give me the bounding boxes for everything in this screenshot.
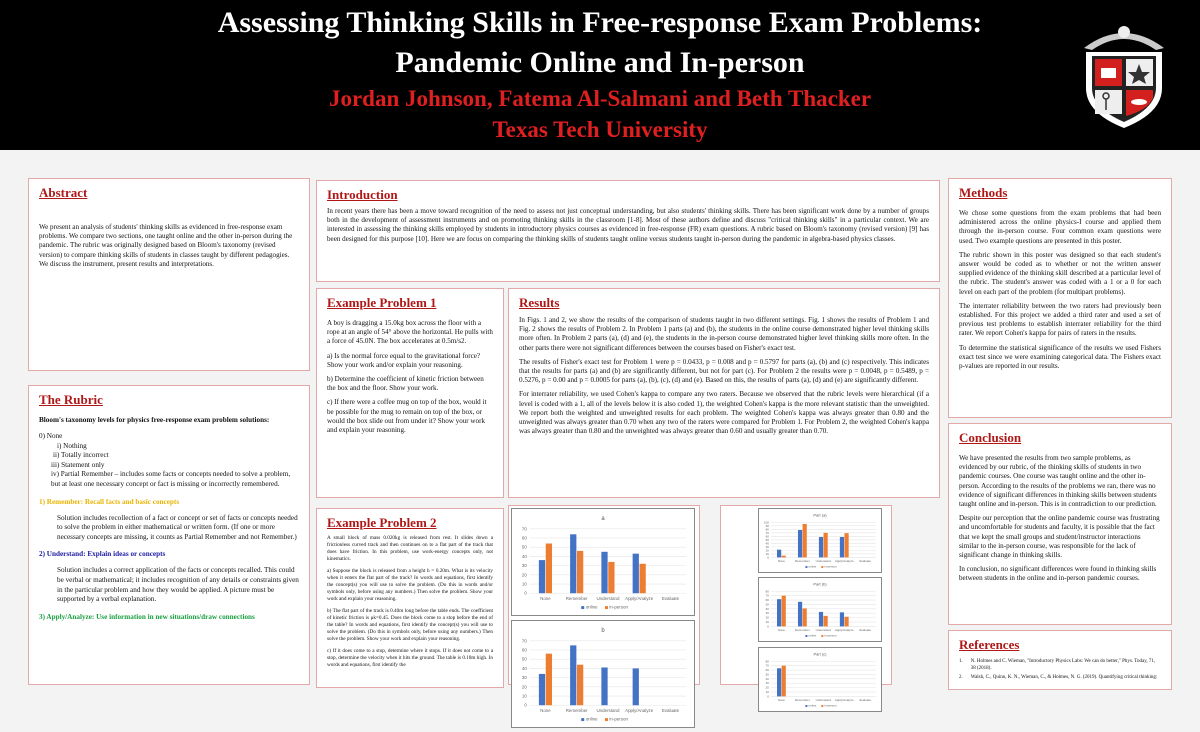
chart-a [511, 508, 695, 616]
chart-svg [512, 509, 694, 615]
legend-label: online [808, 703, 817, 708]
problem-text: A boy is dragging a 15.0kg box across the floor with a rope at an angle of 54° above the horizontal. He pulls with a force of 45.0N. The box accelerates at 0.5m/s2. [327, 319, 493, 346]
bar-in-person [824, 616, 828, 627]
chart-title: a [601, 515, 605, 522]
problem-part-c: c) If there were a coffee mug on top of the box, would it be possible for the mug to remain on top of the box, or would the box slide out from under it? Show your work and explain your reasoning. [327, 398, 487, 435]
y-tick-label: 10 [521, 581, 527, 587]
x-tick-label: Apply/Analyze [834, 628, 854, 633]
problem-part-a: a) Is the normal force equal to the gravitational force? Show your work and/or explain your reasoning. [327, 351, 481, 369]
x-tick-label: Understand [815, 698, 831, 703]
legend-swatch [821, 635, 823, 637]
rubric-level-3: 3) Apply/Analyze: Use information in new situations/draw connections [39, 612, 255, 621]
legend-label: in-person [609, 604, 628, 610]
x-tick-label: Evaluate [661, 596, 680, 602]
legend-label: online [808, 564, 817, 569]
reference-item [959, 674, 1161, 681]
y-tick-label: 20 [765, 615, 769, 620]
results-heading: Results [519, 295, 560, 310]
bar-online [633, 554, 639, 594]
x-tick-label: Apply/Analyze [834, 559, 854, 564]
bar-online [570, 534, 576, 593]
x-tick-label: Evaluate [859, 628, 872, 633]
x-tick-label: Remember [795, 559, 810, 564]
chart-b [511, 620, 695, 728]
results-paragraph: For interrater reliability, we used Cohen's kappa to compare any two raters. Because we observed that the rubric levels were hierarchical (if a level is coded with a 1, all of the levels below it is also coded 1), the weighted Cohen's kappa is the more relevant statistic than the unweighted. We report both the weighted and unweighted results for each problem. The weighted Cohen's kappa was always greater than 0.80 and the unweighted was always greater than 0.70 when any two of the raters were compared for Problem 1. For Problem 2, the weighted Cohen's kappa was always greater than 0.80 and the unweighted was always greater than 0.60 and usually greater than 0.70. [519, 390, 929, 436]
problem-text: A small block of mass 0.020kg is released from rest. It slides down a frictionless curved track and then continues on to a flat part of the track that does have friction. In this problem, use work-energy concepts only, not kinematics. [327, 535, 493, 562]
legend-swatch [605, 606, 608, 609]
chart-svg [512, 621, 694, 727]
x-tick-label: Apply/Analyze [625, 596, 654, 602]
conclusion-paragraph: In conclusion, no significant differences were found in thinking skills between students in the online and in-person pandemic courses. [959, 565, 1157, 583]
y-tick-label: 30 [765, 544, 769, 549]
rubric-item: iii) Statement only [51, 460, 105, 469]
legend-swatch [605, 718, 608, 721]
y-tick-label: 80 [765, 527, 769, 532]
bar-in-person [577, 665, 583, 706]
y-tick-label: 10 [765, 620, 769, 625]
y-tick-label: 100 [763, 520, 769, 525]
bar-in-person [608, 562, 614, 593]
legend-swatch [805, 635, 807, 637]
bar-online [798, 530, 802, 557]
example-problem-2-heading: Example Problem 2 [327, 515, 437, 530]
methods-paragraph: To determine the statistical significance of the results we used Fishers exact test since we were examining categorical data. The Fishers exact p-values are reported in our results. [959, 343, 1161, 371]
rubric-level-1-text: Solution includes recollection of a fact or concept or set of facts or concepts needed to solve the problem in either mathematical or written form. (If one or more necessary concepts are missing, it counts as Partial Remember and not Remember.) [57, 513, 298, 541]
rubric-level-0: 0) None [39, 432, 63, 440]
bar-online [819, 612, 823, 627]
results-paragraph: The results of Fisher's exact test for Problem 1 were p = 0.0433, p = 0.008 and p = 0.5797 for parts (a), (b) and (c) respectively. This indicates that the results for parts (a) and (b) are significantly different, but not for part (c). For Problem 2 the results were p = 0.0048, p = 0.5489, p = 0.5276, p = 0.00 and p = 0.0005 for parts (a), (b), (c), (d) and (e). Based on this, the results of parts (a), (d) and (e) are significantly different. [519, 357, 929, 385]
y-tick-label: 70 [765, 593, 769, 598]
bar-in-person [803, 608, 807, 626]
x-tick-label: Evaluate [859, 559, 872, 564]
x-tick-label: Understand [596, 708, 620, 714]
chart-svg [759, 509, 881, 572]
reference-number: 1. [959, 659, 963, 664]
y-tick-label: 40 [765, 541, 769, 546]
chart-svg [759, 648, 881, 711]
legend-label: online [585, 716, 598, 722]
problem-part-b: b) Determine the coefficient of kinetic friction between the box and the floor. Show your work. [327, 375, 484, 393]
reference-text: N. Holmes and C. Wieman, "Introductory Physics Labs: We can do better," Phys. Today, 71, 38 (2018). [970, 659, 1156, 671]
abstract-heading: Abstract [39, 185, 88, 200]
x-tick-label: None [777, 698, 785, 703]
x-tick-label: Evaluate [859, 698, 872, 703]
legend-label: in-person [609, 716, 628, 722]
bar-online [601, 552, 607, 593]
chart-part-a [758, 508, 882, 573]
bar-in-person [782, 666, 786, 697]
results-paragraph: In Figs. 1 and 2, we show the results of the comparison of students taught in two different settings. Fig. 1 shows the results of Problem 1 and Fig. 2 shows the results of Problem 2. In Problem 1 parts (a) and (b), the students in the online course demonstrated higher level thinking skills more often. In Problem 2 parts (a), (d) and (e), the students in the in-person course demonstrated higher level thinking skills more often. In the other parts there were not significant differences between the courses based on Fisher's exact test. [519, 316, 929, 352]
legend-swatch [805, 705, 807, 707]
bar-in-person [782, 596, 786, 627]
bar-in-person [824, 533, 828, 558]
y-tick-label: 40 [765, 676, 769, 681]
reference-item [959, 658, 1161, 672]
bar-online [777, 599, 781, 626]
y-tick-label: 50 [521, 656, 527, 662]
y-tick-label: 20 [521, 684, 527, 690]
abstract-text: We present an analysis of students' thinking skills as evidenced in free-response exam problems. We compare two sections, one taught online and the other in-person during the pandemic. The rubric was originally designed based on Bloom's taxonomy (revised version) to compare thinking skills of students in classes taught by different pedagogies. We discuss the instrument, present results and interpretations. [39, 223, 293, 268]
y-tick-label: 20 [521, 572, 527, 578]
methods-paragraph: The interrater reliability between the two raters had previously been established. For this project we added a third rater and used a set of previous test problems to establish interrater reliability for the third rater. We report Cohen's kappa for pairs of raters in the results. [959, 301, 1161, 338]
y-tick-label: 40 [521, 553, 527, 559]
bar-in-person [844, 533, 848, 557]
references-section [948, 630, 1172, 690]
methods-section [948, 178, 1172, 418]
y-tick-label: 10 [521, 693, 527, 699]
x-tick-label: Remember [565, 708, 588, 714]
x-tick-label: Evaluate [661, 708, 680, 714]
y-tick-label: 90 [765, 523, 769, 528]
y-tick-label: 30 [765, 611, 769, 616]
legend-label: in-person [824, 703, 837, 708]
bar-online [798, 602, 802, 627]
x-tick-label: Remember [795, 698, 810, 703]
problem-part-a: a) Suppose the block is released from a height h = 0.20m. What is its velocity when it enters the flat part of the track? In words and equations, first identify the concept(s) you will use to solve the problem. (Do this in words and/or symbols only, before using any numbers.) Then solve the problem. Show your work and explain your reasoning. [327, 568, 493, 602]
authors: Jordan Johnson, Fatema Al-Salmani and Beth Thacker [328, 86, 872, 111]
title-line-1: Assessing Thinking Skills in Free-response Exam Problems: [217, 6, 983, 39]
x-tick-label: Understand [815, 628, 831, 633]
legend-swatch [581, 606, 584, 609]
example-problem-1-heading: Example Problem 1 [327, 295, 437, 310]
problem-part-b: b) The flat part of the track is 0.40m long before the table ends. The coefficient of kinetic friction is μk=0.45. Does the block come to a stop before the end of the table? In words and equations, first identify the concept(s) you will use to solve the problem. (Do this in symbols only, before using any numbers.) Then solve the problem. Show your work and explain your reasoning. [327, 608, 493, 642]
legend-label: in-person [824, 633, 837, 638]
legend-swatch [581, 718, 584, 721]
x-tick-label: Apply/Analyze [834, 698, 854, 703]
bar-online [601, 667, 607, 705]
bar-online [539, 674, 545, 705]
legend-swatch [821, 705, 823, 707]
y-tick-label: 10 [765, 551, 769, 556]
title-line-2: Pandemic Online and In-person [395, 46, 805, 79]
y-tick-label: 50 [765, 602, 769, 607]
example-problem-2-section [316, 508, 504, 688]
chart-part-c [758, 647, 882, 712]
y-tick-label: 30 [765, 681, 769, 686]
y-tick-label: 0 [767, 624, 769, 629]
bar-online [777, 668, 781, 696]
y-tick-label: 70 [765, 530, 769, 535]
rubric-item: i) Nothing [57, 441, 87, 450]
bar-in-person [546, 544, 552, 594]
legend-swatch [805, 566, 807, 568]
rubric-level-2-text: Solution includes a correct application of the facts or concepts recalled. This could be verbal or mathematical; it includes recognition of any details or constraints given in the particular problem and how they would be applied. A picture must be supported by a verbal explanation. [57, 566, 299, 604]
references-heading: References [959, 637, 1020, 652]
y-tick-label: 0 [524, 702, 527, 708]
x-tick-label: Understand [596, 596, 620, 602]
y-tick-label: 60 [521, 647, 527, 653]
y-tick-label: 80 [765, 659, 769, 664]
university: Texas Tech University [492, 117, 708, 142]
example-problem-1-section [316, 288, 504, 498]
introduction-heading: Introduction [327, 187, 398, 202]
bar-online [633, 668, 639, 705]
y-tick-label: 0 [767, 694, 769, 699]
methods-paragraph: The rubric shown in this poster was designed so that each student's answer would be coded as to whether or not the written answer supplied evidence of the thinking skill described at a particular level of the rubric. The student's answer was coded with a 1 or a 0 for each level on each part of the problem (for multipart problems). [959, 250, 1161, 296]
y-tick-label: 70 [765, 663, 769, 668]
y-tick-label: 50 [765, 537, 769, 542]
problem-part-c: c) If it does come to a stop, determine where it stops. If it does not come to a stop, determine the velocity when it hits the ground. The table is 0.18m high. In words and equations, first identify the [327, 648, 493, 668]
bar-online [570, 645, 576, 705]
y-tick-label: 80 [765, 589, 769, 594]
chart-title: b [601, 627, 605, 634]
y-tick-label: 60 [521, 535, 527, 541]
y-tick-label: 30 [521, 563, 527, 569]
y-tick-label: 0 [524, 590, 527, 596]
y-tick-label: 20 [765, 548, 769, 553]
bar-online [777, 550, 781, 558]
rubric-level-1: 1) Remember: Recall facts and basic concepts [39, 497, 180, 506]
y-tick-label: 30 [521, 675, 527, 681]
conclusion-section [948, 423, 1172, 625]
y-tick-label: 70 [521, 638, 527, 644]
bar-in-person [640, 564, 646, 593]
y-tick-label: 60 [765, 668, 769, 673]
bar-online [840, 537, 844, 557]
x-tick-label: None [540, 708, 551, 714]
legend-label: online [585, 604, 598, 610]
y-tick-label: 0 [767, 555, 769, 560]
chart-title: Part (b) [813, 581, 827, 587]
reference-text: Walsh, C., Quinn, K. N., Wieman, C., & Holmes, N. G. (2019). Quantifying critical thinking: [970, 675, 1158, 680]
methods-paragraph: We chose some questions from the exam problems that had been administered across the online physics-I course and applied them through the in-person course. Four common exam questions were used. Two example questions are presented in this poster. [959, 209, 1161, 245]
chart-title: Part (c) [813, 651, 827, 657]
y-tick-label: 10 [765, 690, 769, 695]
x-tick-label: None [777, 559, 785, 564]
x-tick-label: None [540, 596, 551, 602]
x-tick-label: Remember [565, 596, 588, 602]
chart-title: Part (a) [813, 512, 827, 518]
y-tick-label: 40 [521, 665, 527, 671]
y-tick-label: 20 [765, 685, 769, 690]
bar-in-person [844, 617, 848, 627]
conclusion-paragraph: We have presented the results from two sample problems, as evidenced by our rubric, of the thinking skills of students in two pandemic courses. One course was taught online and the other in-person. According to the results of the problems we ran, there was no evidence of significant differences in thinking skills between students taught online and in-person. This is in contradiction to our prediction. [959, 454, 1157, 509]
rubric-item: ii) Totally incorrect [53, 451, 109, 460]
y-tick-label: 60 [765, 598, 769, 603]
y-tick-label: 60 [765, 534, 769, 539]
rubric-intro: Bloom's taxonomy levels for physics free-response exam problem solutions: [39, 416, 270, 424]
bar-online [840, 612, 844, 626]
bar-in-person [782, 556, 786, 558]
university-seal-logo [1076, 18, 1172, 128]
rubric-level-2: 2) Understand: Explain ideas or concepts [39, 550, 166, 559]
bar-online [819, 537, 823, 557]
bar-in-person [546, 654, 552, 706]
x-tick-label: None [777, 628, 785, 633]
rubric-item: iv) Partial Remember – includes some facts or concepts needed to solve a problem, but at least one necessary concept or fact is missing or incorrectly remembered. [51, 470, 291, 488]
rubric-heading: The Rubric [39, 392, 103, 407]
x-tick-label: Understand [815, 559, 831, 564]
introduction-section [316, 180, 940, 282]
legend-label: online [808, 633, 817, 638]
y-tick-label: 50 [765, 672, 769, 677]
legend-swatch [821, 566, 823, 568]
rubric-section [28, 385, 310, 685]
abstract-section [28, 178, 310, 371]
chart-part-b [758, 577, 882, 642]
y-tick-label: 40 [765, 606, 769, 611]
methods-heading: Methods [959, 185, 1008, 200]
reference-number: 2. [959, 675, 963, 680]
bar-in-person [577, 551, 583, 593]
poster-header [0, 0, 1200, 150]
conclusion-paragraph: Despite our perception that the online pandemic course was frustrating and uncomfortable for students and faculty, it is possible that the fact that we kept the small groups and student/instructor interactions similar to the in-person course, was responsible for the lack of significant change in thinking skills. [959, 514, 1160, 560]
legend-label: in-person [824, 564, 837, 569]
x-tick-label: Remember [795, 628, 810, 633]
chart-svg [759, 578, 881, 641]
x-tick-label: Apply/Analyze [625, 708, 654, 714]
y-tick-label: 70 [521, 526, 527, 532]
bar-online [539, 560, 545, 593]
introduction-text: In recent years there has been a move toward recognition of the need to assess not just conceptual understanding, but also students' thinking skills. There has been significant work done by a number of groups both in the development of assessment instruments and on promoting thinking skills in the classroom [1-8]. Most of these authors define and discuss "critical thinking skills" in a particular context. We are interested in assessing the thinking skills employed by students in introductory physics courses as evidenced in free-response (FR) exam questions. A rubric based on Bloom's taxonomy (revised version) [9] has been designed for this purpose [10]. Here we are focus on comparing the thinking skills of students taught online versus students taught in-person during the pandemic in algebra-based physics classes. [327, 207, 929, 243]
conclusion-heading: Conclusion [959, 430, 1022, 445]
y-tick-label: 50 [521, 544, 527, 550]
results-section [508, 288, 940, 498]
bar-in-person [803, 524, 807, 557]
